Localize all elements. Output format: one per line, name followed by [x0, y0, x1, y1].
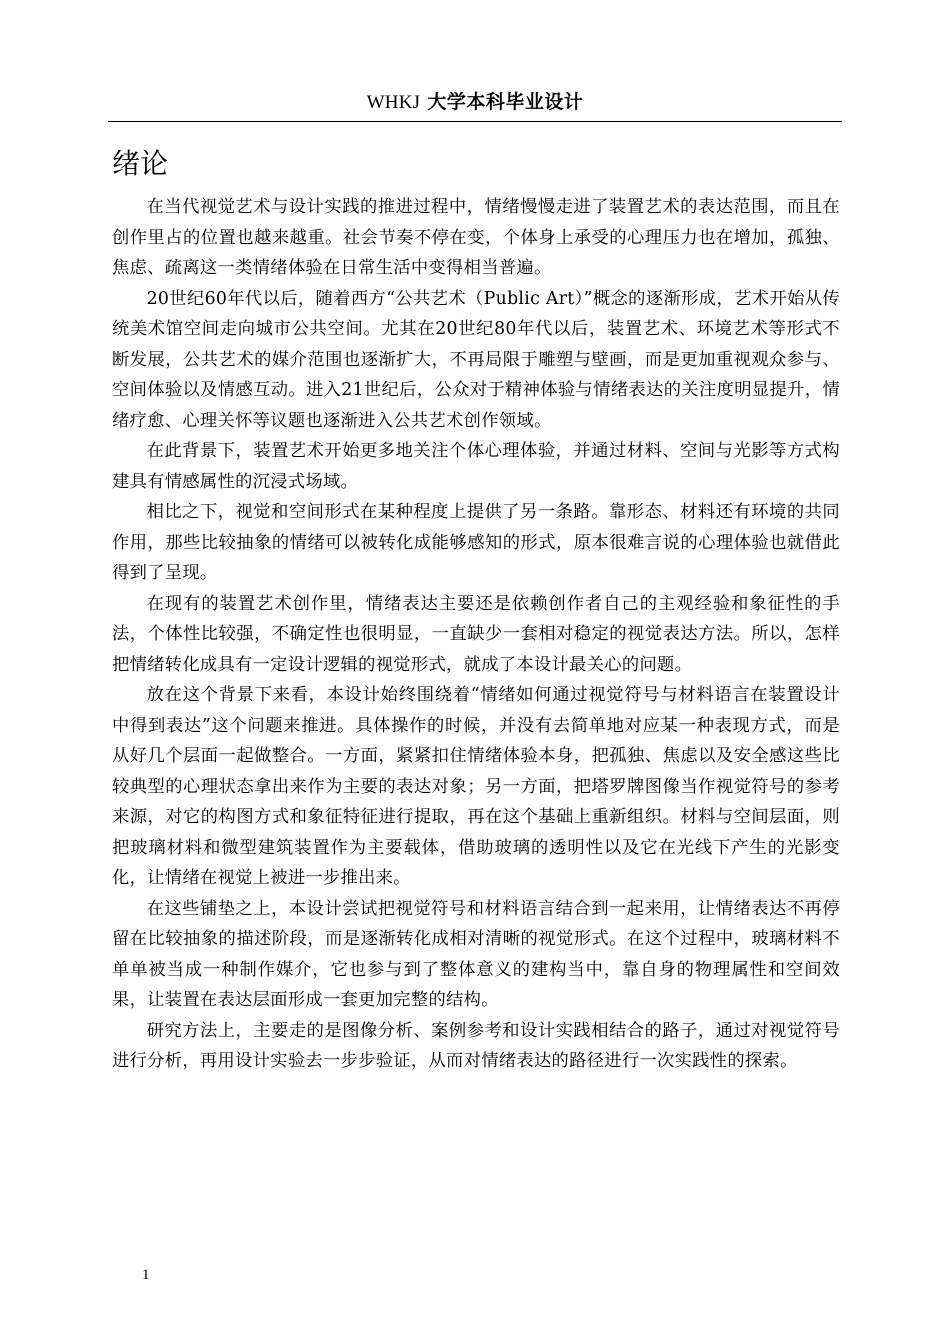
header-code: WHKJ — [366, 92, 421, 113]
paragraph: 在此背景下，装置艺术开始更多地关注个体心理体验，并通过材料、空间与光影等方式构建具有情感属性的沉浸式场域。 — [112, 441, 840, 492]
paragraph: 在这些铺垫之上，本设计尝试把视觉符号和材料语言结合到一起来用，让情绪表达不再停留在比较抽象的描述阶段，而是逐渐转化成相对清晰的视觉形式。在这个过程中，玻璃材料不单单被当成一种制作媒介，它也参与到了整体意义的建构当中，靠自身的物理属性和空间效果，让装置在表达层面形成一套更加完整的结构。 — [112, 898, 840, 1010]
header-title: 大学本科毕业设计 — [427, 91, 584, 113]
section-title: 绪论 — [112, 147, 169, 180]
paragraph: 相比之下，视觉和空间形式在某种程度上提供了另一条路。靠形态、材料还有环境的共同作用，那些比较抽象的情绪可以被转化成能够感知的形式，原本很难言说的心理体验也就借此得到了呈现。 — [112, 502, 840, 583]
page-number: 1 — [142, 1267, 150, 1283]
header-divider — [108, 121, 842, 122]
paragraph: 研究方法上，主要走的是图像分析、案例参考和设计实践相结合的路子，通过对视觉符号进行分析，再用设计实验去一步步验证，从而对情绪表达的路径进行一次实践性的探索。 — [112, 1020, 840, 1071]
body-text — [112, 192, 840, 1077]
paragraph: 在现有的装置艺术创作里，情绪表达主要还是依赖创作者自己的主观经验和象征性的手法，个体性比较强，不确定性也很明显，一直缺少一套相对稳定的视觉表达方法。所以，怎样把情绪转化成具有一定设计逻辑的视觉形式，就成了本设计最关心的问题。 — [112, 593, 840, 675]
paragraph: 放在这个背景下来看，本设计始终围绕着“情绪如何通过视觉符号与材料语言在装置设计中得到表达”这个问题来推进。具体操作的时候，并没有去简单地对应某一种表现方式，而是从好几个层面一起做整合。一方面，紧紧扣住情绪体验本身，把孤独、焦虑以及安全感这些比较典型的心理状态拿出来作为主要的表达对象；另一方面，把塔罗牌图像当作视觉符号的参考来源，对它的构图方式和象征特征进行提取，再在这个基础上重新组织。材料与空间层面，则把玻璃材料和微型建筑装置作为主要载体，借助玻璃的透明性以及它在光线下产生的光影变化，让情绪在视觉上被进一步推出来。 — [112, 685, 840, 888]
paragraph: 在当代视觉艺术与设计实践的推进过程中，情绪慢慢走进了装置艺术的表达范围，而且在创作里占的位置也越来越重。社会节奏不停在变，个体身上承受的心理压力也在增加，孤独、焦虑、疏离这一类情绪体验在日常生活中变得相当普遍。 — [112, 197, 840, 278]
paragraph: 20世纪60年代以后，随着西方“公共艺术（Public Art）”概念的逐渐形成，艺术开始从传统美术馆空间走向城市公共空间。尤其在20世纪80年代以后，装置艺术、环境艺术等形式不断发展，公共艺术的媒介范围也逐渐扩大，不再局限于雕塑与壁画，而是更加重视观众参与、空间体验以及情感互动。进入21世纪后，公众对于精神体验与情绪表达的关注度明显提升，情绪疗愈、心理关怀等议题也逐渐进入公共艺术创作领域。 — [112, 288, 840, 431]
running-header — [108, 88, 842, 117]
